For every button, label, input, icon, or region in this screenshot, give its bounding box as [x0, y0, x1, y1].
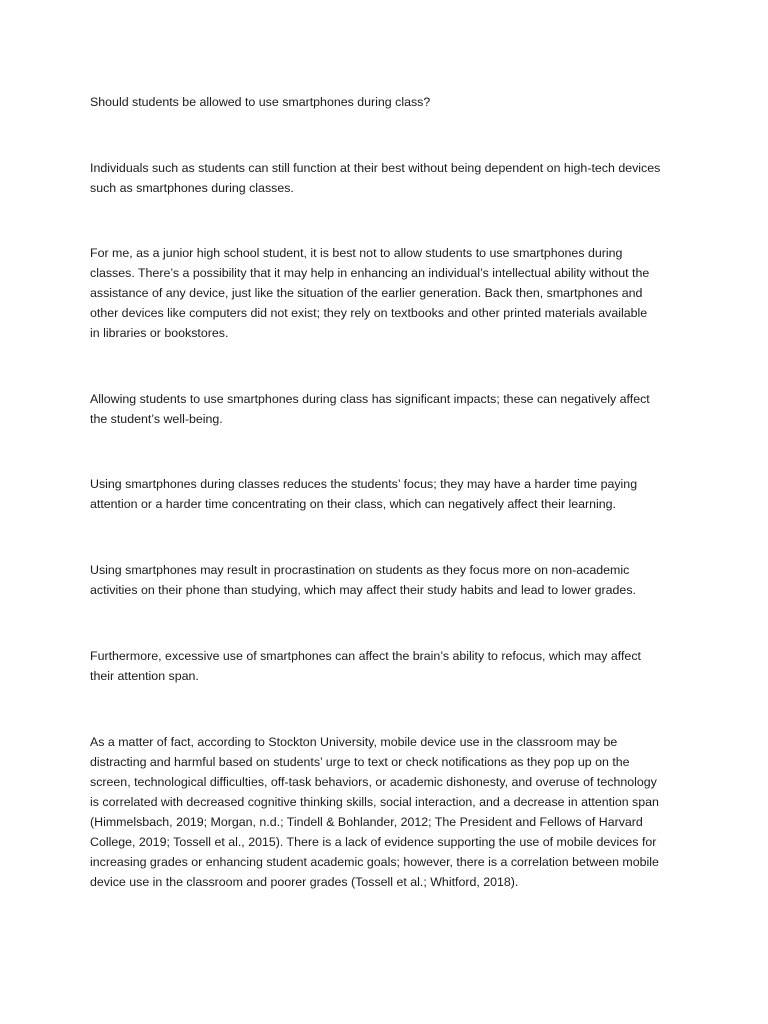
paragraph-line: College, 2019; Tossell et al., 2015). There is a lack of evidence supporting the use of mobile devices for [90, 835, 657, 849]
paragraph-line: assistance of any device, just like the situation of the earlier generation. Back then, smartphones and [90, 286, 643, 300]
paragraph-line: increasing grades or enhancing student academic goals; however, there is a correlation between mobile [90, 855, 659, 869]
paragraph-line: such as smartphones during classes. [90, 181, 294, 195]
paragraph-line: attention or a harder time concentrating on their class, which can negatively affect their learning. [90, 497, 616, 511]
paragraph-line: As a matter of fact, according to Stockton University, mobile device use in the classroom may be [90, 735, 618, 749]
paragraph-line: Individuals such as students can still function at their best without being dependent on high-tech devices [90, 161, 661, 175]
paragraph-line: device use in the classroom and poorer grades (Tossell et al.; Whitford, 2018). [90, 875, 519, 889]
paragraph-line: screen, technological difficulties, off-task behaviors, or academic dishonesty, and overuse of technology [90, 775, 657, 789]
paragraph-evidence [90, 732, 690, 892]
paragraph-line: the student’s well-being. [90, 412, 223, 426]
paragraph-line: is correlated with decreased cognitive thinking skills, social interaction, and a decrease in attention span [90, 795, 659, 809]
paragraph-line: Should students be allowed to use smartphones during class? [90, 95, 431, 109]
paragraph-attention-span [90, 646, 690, 686]
paragraph-line: activities on their phone than studying, which may affect their study habits and lead to lower grades. [90, 583, 636, 597]
paragraph-line: For me, as a junior high school student, it is best not to allow students to use smartphones during [90, 246, 623, 260]
paragraph-line: Using smartphones during classes reduces the students’ focus; they may have a harder time paying [90, 477, 638, 491]
paragraph-line: distracting and harmful based on students’ urge to text or check notifications as they pop up on the [90, 755, 630, 769]
paragraph-thesis [90, 158, 690, 198]
paragraph-line: in libraries or bookstores. [90, 326, 229, 340]
paragraph-focus [90, 474, 690, 514]
paragraph-impacts [90, 389, 690, 429]
paragraph-line: Using smartphones may result in procrastination on students as they focus more on non-academic [90, 563, 630, 577]
paragraph-line: Furthermore, excessive use of smartphones can affect the brain’s ability to refocus, which may affect [90, 649, 641, 663]
paragraph-opinion [90, 243, 690, 343]
paragraph-line: Allowing students to use smartphones during class has significant impacts; these can negatively affect [90, 392, 650, 406]
essay-question-heading [90, 92, 690, 112]
paragraph-line: other devices like computers did not exist; they rely on textbooks and other printed materials available [90, 306, 648, 320]
paragraph-line: (Himmelsbach, 2019; Morgan, n.d.; Tindell & Bohlander, 2012; The President and Fellows of Harvard [90, 815, 643, 829]
paragraph-procrastination [90, 560, 690, 600]
paragraph-line: classes. There’s a possibility that it may help in enhancing an individual’s intellectual ability without the [90, 266, 650, 280]
paragraph-line: their attention span. [90, 669, 199, 683]
